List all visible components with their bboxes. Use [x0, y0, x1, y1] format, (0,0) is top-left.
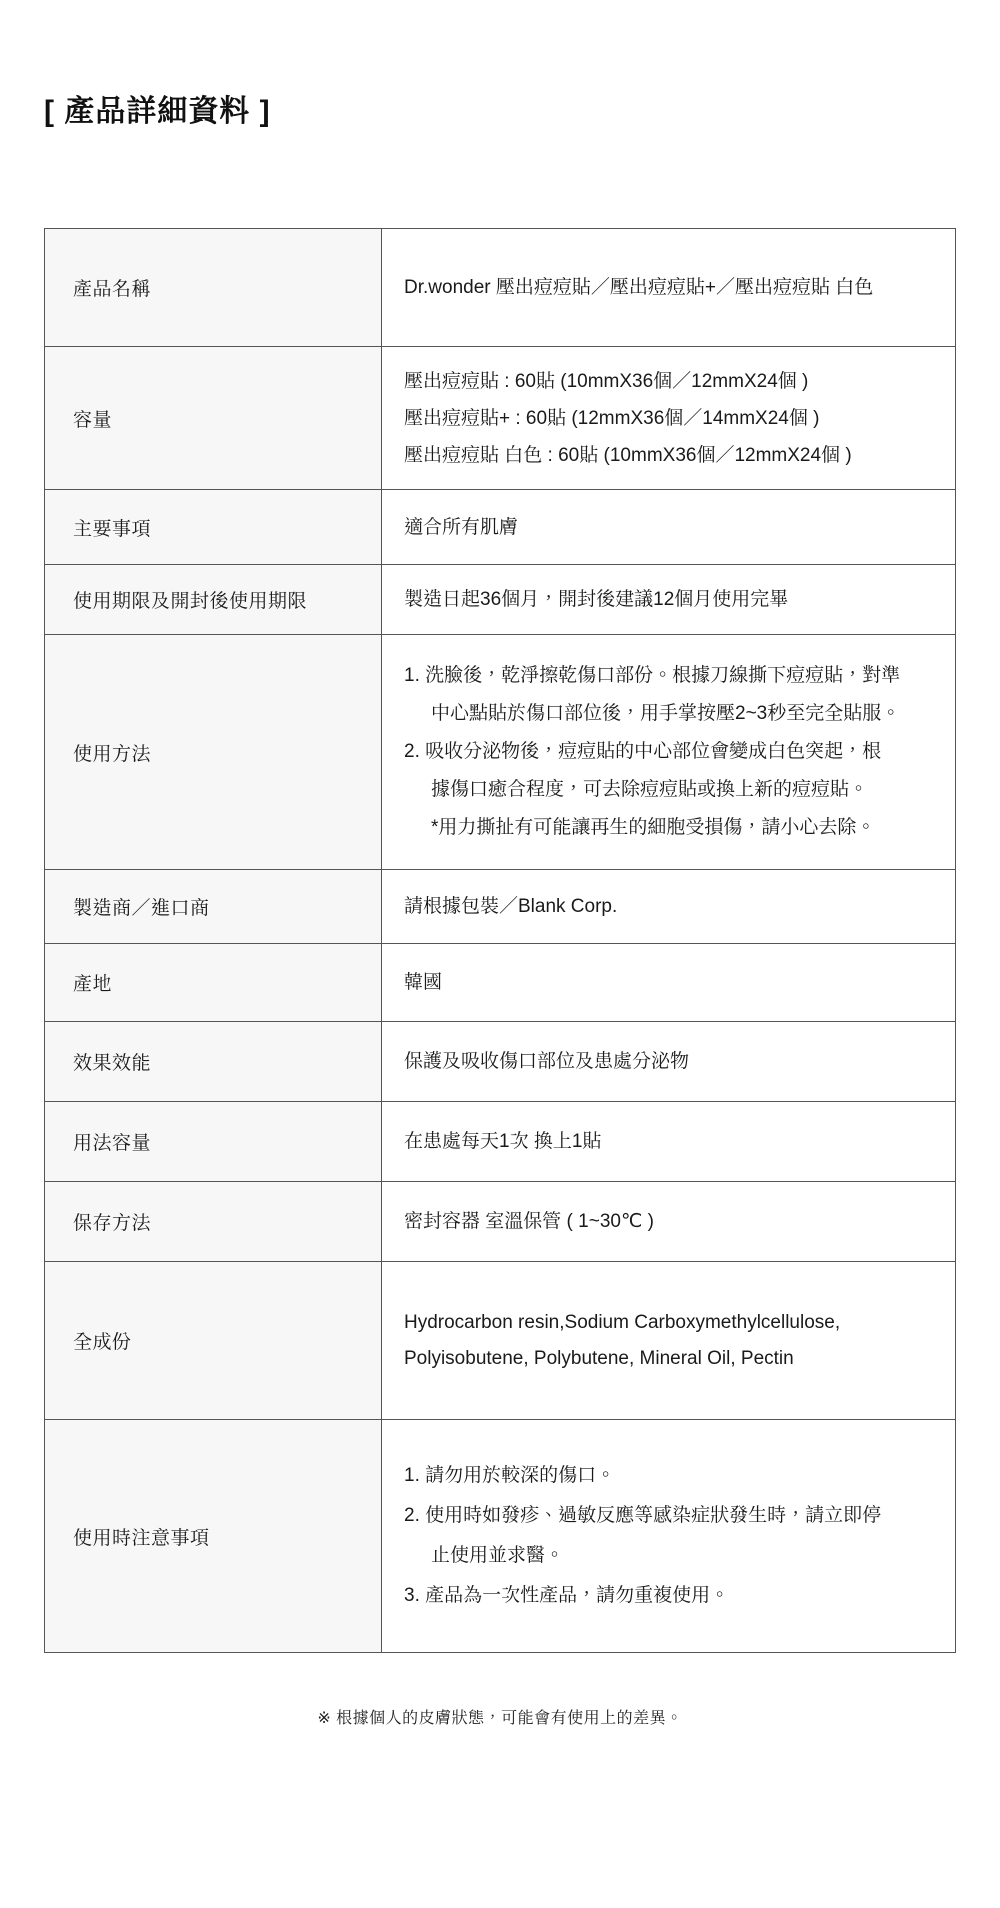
table-row	[45, 1182, 956, 1262]
table-row	[45, 490, 956, 565]
row-label: 主要事項	[45, 490, 382, 565]
row-label: 產地	[45, 944, 382, 1022]
value-line: 止使用並求醫。	[431, 1545, 565, 1566]
row-label: 保存方法	[45, 1182, 382, 1262]
row-label: 效果效能	[45, 1022, 382, 1102]
row-label: 產品名稱	[45, 229, 382, 347]
row-label: 使用方法	[45, 635, 382, 870]
value-line: 2. 使用時如發疹、過敏反應等感染症狀發生時，請立即停	[404, 1505, 882, 1526]
value-line: 壓出痘痘貼 : 60貼 (10mmX36個／12mmX24個 )	[404, 370, 809, 392]
row-label: 用法容量	[45, 1102, 382, 1182]
row-value	[382, 1420, 956, 1653]
value-line: 適合所有肌膚	[404, 516, 519, 538]
value-line: 3. 產品為一次性產品，請勿重複使用。	[404, 1585, 730, 1606]
row-value	[382, 229, 956, 347]
page-title: [ 產品詳細資料 ]	[44, 95, 271, 128]
value-line: 保護及吸收傷口部位及患處分泌物	[404, 1051, 690, 1072]
value-line: 製造日起36個月，開封後建議12個月使用完畢	[404, 589, 789, 610]
row-value	[382, 1102, 956, 1182]
row-value	[382, 1182, 956, 1262]
value-line: 密封容器 室溫保管 ( 1~30℃ )	[404, 1211, 654, 1232]
value-line: 1. 洗臉後，乾淨擦乾傷口部份。根據刀線撕下痘痘貼，對準	[404, 665, 901, 686]
table-row	[45, 1420, 956, 1653]
value-line: Dr.wonder 壓出痘痘貼／壓出痘痘貼+／壓出痘痘貼 白色	[404, 277, 874, 298]
value-line: 2. 吸收分泌物後，痘痘貼的中心部位會變成白色突起，根	[404, 741, 882, 762]
value-line: *用力撕扯有可能讓再生的細胞受損傷，請小心去除。	[431, 817, 876, 838]
table-row	[45, 1022, 956, 1102]
product-table-body	[45, 229, 956, 1653]
row-value	[382, 565, 956, 635]
row-value	[382, 635, 956, 870]
value-line: 據傷口癒合程度，可去除痘痘貼或換上新的痘痘貼。	[431, 779, 869, 800]
footnote: ※ 根據個人的皮膚狀態，可能會有使用上的差異。	[317, 1710, 683, 1727]
value-line: 在患處每天1次 換上1貼	[404, 1131, 602, 1152]
value-line: 韓國	[404, 972, 443, 993]
value-line: 請根據包裝／Blank Corp.	[404, 896, 618, 917]
row-label: 使用時注意事項	[45, 1420, 382, 1653]
table-row	[45, 635, 956, 870]
table-row	[45, 347, 956, 490]
table-row	[45, 229, 956, 347]
row-value	[382, 1262, 956, 1420]
row-label: 製造商／進口商	[45, 870, 382, 944]
table-row	[45, 1262, 956, 1420]
value-line: 壓出痘痘貼 白色 : 60貼 (10mmX36個／12mmX24個 )	[404, 444, 852, 466]
page	[0, 86, 1000, 1908]
row-value	[382, 1022, 956, 1102]
value-line: 中心點貼於傷口部位後，用手掌按壓2~3秒至完全貼服。	[431, 703, 901, 724]
table-row	[45, 565, 956, 635]
value-line: 1. 請勿用於較深的傷口。	[404, 1465, 616, 1486]
table-row	[45, 944, 956, 1022]
row-label: 容量	[45, 347, 382, 490]
row-label: 全成份	[45, 1262, 382, 1420]
row-value	[382, 347, 956, 490]
row-value	[382, 870, 956, 944]
row-value	[382, 944, 956, 1022]
value-line: Polyisobutene, Polybutene, Mineral Oil, Pectin	[404, 1347, 794, 1369]
value-line: Hydrocarbon resin,Sodium Carboxymethylcellulose,	[404, 1311, 841, 1333]
product-detail-table	[44, 228, 956, 1653]
row-value	[382, 490, 956, 565]
value-line: 壓出痘痘貼+ : 60貼 (12mmX36個／14mmX24個 )	[404, 407, 820, 429]
table-row	[45, 870, 956, 944]
row-label: 使用期限及開封後使用期限	[45, 565, 382, 635]
table-row	[45, 1102, 956, 1182]
